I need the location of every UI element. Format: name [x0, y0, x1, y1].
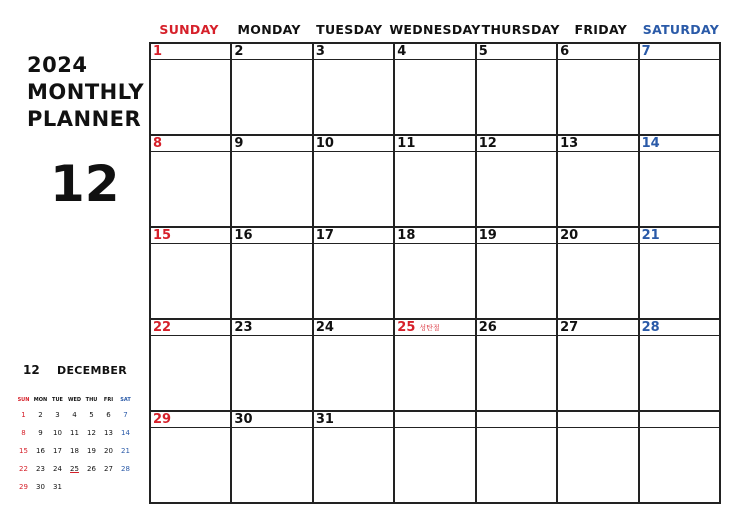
day-number-band: [314, 44, 393, 60]
day-number: 26: [478, 320, 497, 335]
weekday-header-tuesday: TUESDAY: [316, 22, 383, 37]
mini-month-number: 12: [23, 363, 40, 377]
day-cell[interactable]: [314, 228, 395, 320]
day-number: 2: [234, 44, 244, 59]
day-number: 4: [397, 44, 407, 59]
day-number: 17: [315, 228, 334, 243]
mini-day: 2: [38, 411, 43, 419]
day-number-band: [477, 228, 556, 244]
day-number: 8: [153, 136, 163, 151]
day-number: 21: [641, 228, 660, 243]
day-number-band: [151, 228, 230, 244]
day-number-band: [314, 412, 393, 428]
day-number-band: [232, 136, 311, 152]
mini-day: 13: [104, 429, 113, 437]
day-number: 12: [478, 136, 497, 151]
weekday-header-friday: FRIDAY: [574, 22, 628, 37]
day-cell[interactable]: [232, 44, 313, 136]
day-number-band: [640, 136, 719, 152]
day-cell[interactable]: [395, 412, 476, 504]
mini-day: 1: [21, 411, 26, 419]
day-cell[interactable]: [151, 44, 232, 136]
day-number: 18: [397, 228, 416, 243]
day-number-band: [395, 44, 474, 60]
weekday-header-row: [149, 18, 721, 42]
mini-day: 19: [87, 447, 96, 455]
day-number-band: [558, 44, 637, 60]
day-number-band: [395, 228, 474, 244]
mini-day: 6: [106, 411, 111, 419]
day-number-band: [232, 44, 311, 60]
day-number: 9: [234, 136, 244, 151]
mini-day: 26: [87, 465, 96, 473]
mini-day: [117, 478, 134, 496]
mini-day: 9: [38, 429, 43, 437]
day-cell[interactable]: [151, 136, 232, 228]
mini-day: 10: [53, 429, 62, 437]
mini-day: 30: [36, 483, 45, 491]
day-number-band: [640, 228, 719, 244]
mini-day: 14: [121, 429, 130, 437]
day-number: 22: [153, 320, 172, 335]
day-cell[interactable]: [151, 228, 232, 320]
month-number: 12: [50, 155, 120, 213]
weekday-header-monday: MONDAY: [237, 22, 301, 37]
holiday-note: 성탄절: [419, 323, 440, 332]
mini-weekday-tue: TUE: [52, 397, 63, 403]
day-cell[interactable]: [314, 320, 395, 412]
day-cell[interactable]: [232, 136, 313, 228]
day-number: 10: [315, 136, 334, 151]
day-number: 6: [560, 44, 570, 59]
mini-day: 7: [123, 411, 128, 419]
day-cell[interactable]: [477, 136, 558, 228]
day-cell[interactable]: [314, 412, 395, 504]
mini-weekday-fri: FRI: [103, 397, 114, 403]
day-cell[interactable]: [477, 228, 558, 320]
day-number-band: [151, 136, 230, 152]
day-number: 27: [560, 320, 579, 335]
mini-day: 3: [55, 411, 60, 419]
mini-calendar-header: [23, 362, 127, 378]
day-number: 13: [560, 136, 579, 151]
day-number-band: [477, 136, 556, 152]
weekday-header-wednesday: WEDNESDAY: [389, 22, 481, 37]
mini-day: [100, 478, 117, 496]
mini-weekday-thu: THU: [85, 397, 98, 403]
mini-day: 22: [19, 465, 28, 473]
day-number-band: [477, 412, 556, 428]
planner-title: [27, 52, 145, 133]
day-number: 15: [153, 228, 172, 243]
day-cell[interactable]: [395, 320, 476, 412]
day-number: 16: [234, 228, 253, 243]
mini-calendar: [15, 362, 137, 496]
mini-day: 16: [36, 447, 45, 455]
day-cell[interactable]: [477, 44, 558, 136]
monthly-calendar: [149, 18, 721, 504]
day-number-band: [232, 412, 311, 428]
mini-day: 20: [104, 447, 113, 455]
day-cell[interactable]: [640, 228, 721, 320]
mini-day: 17: [53, 447, 62, 455]
day-number: 25: [397, 320, 416, 335]
day-number-band: [395, 412, 474, 428]
day-cell[interactable]: [640, 136, 721, 228]
day-cell[interactable]: [477, 320, 558, 412]
day-number-band: [558, 320, 637, 336]
day-number-band: [558, 136, 637, 152]
mini-day: 24: [53, 465, 62, 473]
mini-weekday-sun: SUN: [17, 397, 30, 403]
day-cell[interactable]: [477, 412, 558, 504]
mini-day: 25: [70, 465, 79, 473]
mini-calendar-grid: [15, 394, 137, 496]
weekday-header-thursday: THURSDAY: [481, 22, 560, 37]
day-cell[interactable]: [558, 44, 639, 136]
day-cell[interactable]: [395, 44, 476, 136]
mini-day: 12: [87, 429, 96, 437]
day-cell[interactable]: [640, 44, 721, 136]
day-cell[interactable]: [232, 320, 313, 412]
day-number-band: [232, 228, 311, 244]
day-cell[interactable]: [640, 320, 721, 412]
day-cell[interactable]: [314, 136, 395, 228]
title-planner: PLANNER: [27, 107, 142, 131]
day-number: 23: [234, 320, 253, 335]
year-label: 2024: [27, 53, 88, 77]
mini-day: 8: [21, 429, 26, 437]
mini-weekday-sat: SAT: [120, 397, 131, 403]
day-number: 31: [315, 412, 334, 427]
day-cell[interactable]: [232, 412, 313, 504]
day-cell[interactable]: [558, 320, 639, 412]
mini-day: 29: [19, 483, 28, 491]
day-number-band: [151, 44, 230, 60]
day-cell[interactable]: [395, 136, 476, 228]
mini-day: [83, 478, 100, 496]
day-cell[interactable]: [232, 228, 313, 320]
day-number: 3: [315, 44, 325, 59]
day-cell[interactable]: [395, 228, 476, 320]
mini-day: 28: [121, 465, 130, 473]
day-cell[interactable]: [151, 412, 232, 504]
day-number: 24: [315, 320, 334, 335]
day-cell[interactable]: [640, 412, 721, 504]
day-number-band: [640, 320, 719, 336]
mini-day: 11: [70, 429, 79, 437]
day-number-band: [640, 412, 719, 428]
day-number-band: [151, 412, 230, 428]
day-number-band: [395, 136, 474, 152]
day-number: 28: [641, 320, 660, 335]
day-number: 11: [397, 136, 416, 151]
day-number: 14: [641, 136, 660, 151]
mini-day: 5: [89, 411, 94, 419]
mini-day: 23: [36, 465, 45, 473]
weekday-header-sunday: SUNDAY: [159, 22, 219, 37]
mini-day: 27: [104, 465, 113, 473]
day-cell[interactable]: [558, 412, 639, 504]
title-monthly: MONTHLY: [27, 80, 145, 104]
day-number: 5: [478, 44, 488, 59]
weekday-header-saturday: SATURDAY: [642, 22, 720, 37]
day-cell[interactable]: [558, 228, 639, 320]
day-number-band: [640, 44, 719, 60]
day-cell[interactable]: [314, 44, 395, 136]
day-number-band: [232, 320, 311, 336]
day-number-band: [477, 320, 556, 336]
mini-day: 31: [53, 483, 62, 491]
day-cell[interactable]: [151, 320, 232, 412]
day-number: 7: [641, 44, 651, 59]
day-number-band: [395, 320, 474, 336]
mini-weekday-wed: WED: [67, 397, 82, 403]
day-number-band: [314, 320, 393, 336]
day-number: 30: [234, 412, 253, 427]
day-number: 20: [560, 228, 579, 243]
day-number: 1: [153, 44, 163, 59]
mini-weekday-mon: MON: [33, 397, 48, 403]
day-number-band: [314, 136, 393, 152]
day-number: 19: [478, 228, 497, 243]
day-number-band: [477, 44, 556, 60]
mini-day: [66, 478, 83, 496]
day-number-band: [558, 412, 637, 428]
day-number-band: [558, 228, 637, 244]
calendar-grid: [149, 42, 721, 504]
day-number: 29: [153, 412, 172, 427]
day-number-band: [151, 320, 230, 336]
mini-day: 21: [121, 447, 130, 455]
mini-month-name: DECEMBER: [57, 363, 127, 377]
mini-day: 18: [70, 447, 79, 455]
day-cell[interactable]: [558, 136, 639, 228]
mini-day: 15: [19, 447, 28, 455]
day-number-band: [314, 228, 393, 244]
mini-day: 4: [72, 411, 77, 419]
